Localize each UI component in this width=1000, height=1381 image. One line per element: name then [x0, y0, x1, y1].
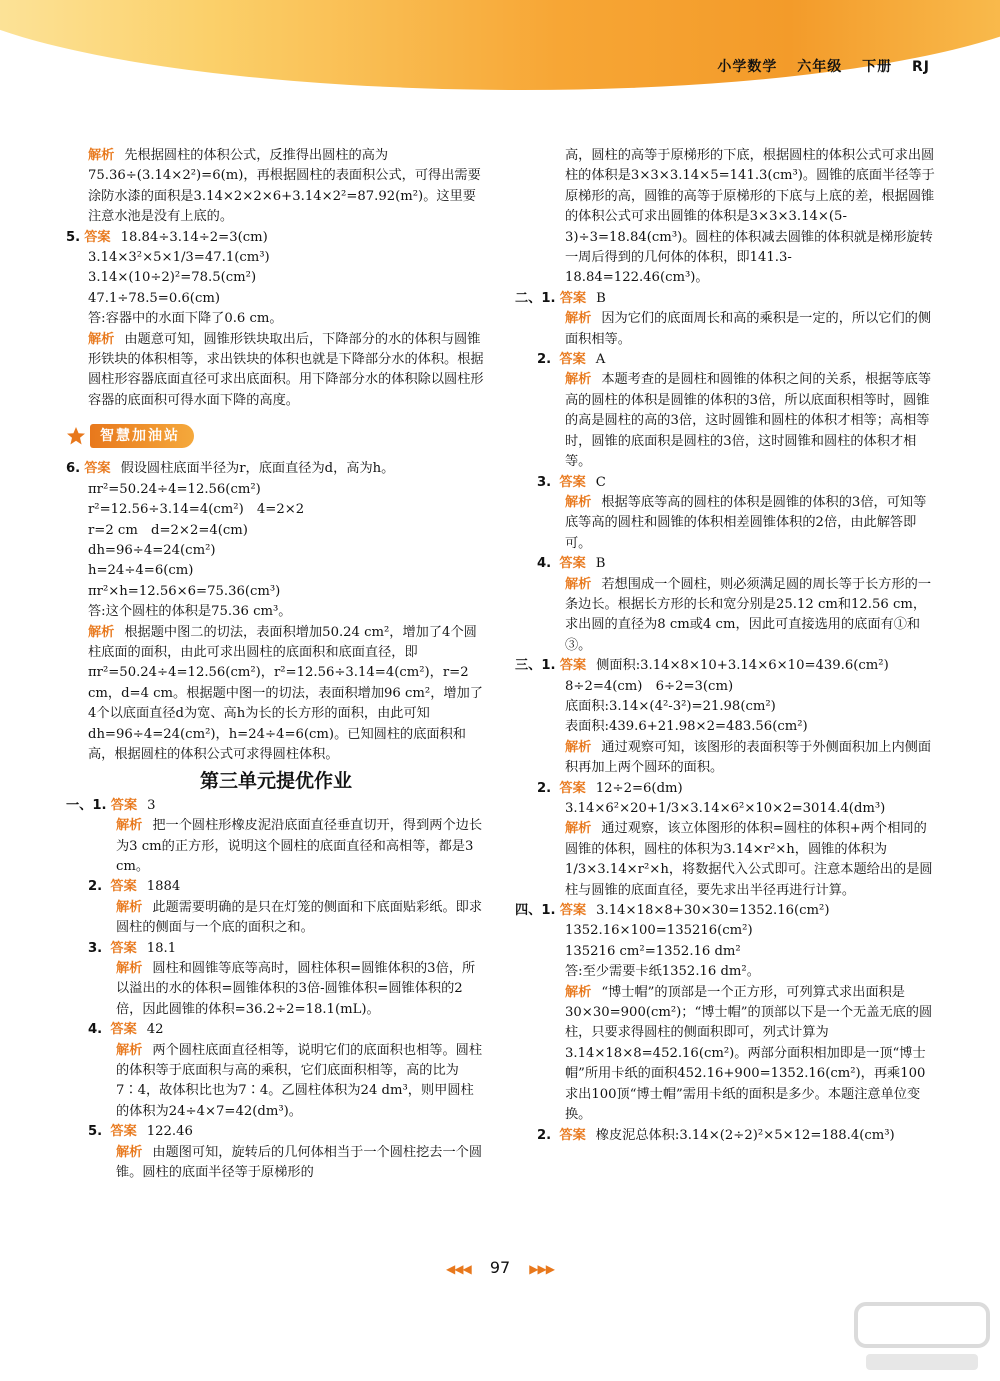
calc-line: πr²=50.24÷4=12.56(cm²)	[88, 481, 261, 497]
analysis-label: 解析	[565, 576, 592, 592]
analysis-block	[515, 819, 935, 901]
analysis-label: 解析	[565, 311, 592, 327]
calc-line: 8÷2=4(cm) 6÷2=3(cm)	[565, 678, 734, 694]
answer-text: 42	[146, 1022, 164, 1038]
answer-text: A	[595, 352, 606, 368]
section-number: 三、1.	[515, 658, 556, 674]
analysis-text: 两个圆柱底面直径相等，说明它们的底面积也相等。圆柱的体积等于底面积与高的乘积，它们底面积相等，高的比为7∶4，故体积比也为7∶4。乙圆柱体积为24 dm³，则甲圆柱的体积为24÷4×7=42(dm³)。	[116, 1042, 483, 1119]
page-header	[0, 0, 1000, 100]
answer-label: 答案	[84, 461, 111, 477]
answer-label: 答案	[559, 1127, 586, 1143]
analysis-block	[515, 493, 935, 554]
grade-label: 六年级	[797, 59, 843, 75]
section-number: 一、1.	[66, 797, 107, 813]
calc-line: r²=12.56÷3.14=4(cm²) 4=2×2	[88, 502, 305, 518]
calc-line: 1352.16×100=135216(cm²)	[565, 923, 753, 939]
answer-text: B	[595, 556, 606, 572]
s2-q3-answer	[515, 473, 935, 493]
answer-text: B	[596, 290, 606, 306]
question-number: 6.	[66, 461, 81, 477]
analysis-label: 解析	[88, 148, 115, 163]
subject-label: 小学数学	[717, 59, 778, 75]
calc-line: 底面积:3.14×(4²-3²)=21.98(cm²)	[565, 698, 776, 714]
analysis-block	[66, 330, 486, 412]
unit-title: 第三单元提优作业	[199, 770, 352, 793]
s1-q3-answer	[66, 939, 486, 959]
analysis-label: 解析	[116, 818, 143, 834]
question-number: 3.	[88, 940, 103, 956]
calc-line: πr²×h=12.56×6=75.36(cm³)	[88, 583, 281, 599]
term-label: 下册	[862, 59, 893, 75]
answer-text: 12÷2=6(dm)	[595, 780, 683, 796]
question-number: 5.	[88, 1124, 103, 1140]
analysis-text: 根据等底等高的圆柱的体积是圆锥的体积的3倍，可知等底等高的圆柱和圆锥的体积相差圆锥体积的2倍，由此解答即可。	[565, 494, 927, 551]
analysis-label: 解析	[565, 984, 592, 1000]
s1-q5-answer	[66, 1122, 486, 1142]
answer-label: 答案	[84, 229, 111, 245]
s3-q1-answer	[515, 656, 935, 676]
s2-q4-answer	[515, 554, 935, 574]
question-number: 5.	[66, 229, 81, 245]
question-number: 2.	[537, 352, 552, 368]
s4-q1-answer	[515, 901, 935, 921]
answer-label: 答案	[559, 474, 586, 490]
analysis-block	[66, 1041, 486, 1123]
left-column	[66, 146, 486, 1184]
answer-text: C	[595, 474, 606, 490]
answer-label: 答案	[110, 1022, 137, 1038]
analysis-label: 解析	[116, 1144, 143, 1160]
s1-q2-answer	[66, 877, 486, 897]
question-number: 2.	[537, 1127, 552, 1143]
analysis-text: 先根据圆柱的体积公式，反推得出圆柱的高为75.36÷(3.14×2²)=6(m)，再根据圆柱的表面积公式，可得出需要涂防水漆的面积是3.14×2×2×6+3.14×2²=87.92(m²)。这里要注意水池是没有上底的。	[88, 148, 481, 225]
calc-line: 3.14×6²×20+1/3×3.14×6²×10×2=3014.4(dm³)	[565, 801, 886, 816]
analysis-text: 若想围成一个圆柱，则必须满足圆的周长等于长方形的一条边长。根据长方形的长和宽分别是25.12 cm和12.56 cm，求出圆的直径为8 cm或4 cm，因此可直接选用的底面有①和③。	[565, 576, 932, 653]
s2-q2-answer	[515, 350, 935, 370]
answer-text: 假设圆柱底面半径为r，底面直径为d，高为h。	[120, 461, 395, 477]
analysis-label: 解析	[116, 961, 143, 977]
analysis-text: 由题意可知，圆锥形铁块取出后，下降部分的水的体积与圆锥形铁块的体积相等，求出铁块的体积也就是下降部分水的体积。根据圆柱形容器底面直径可求出底面积。用下降部分水的体积除以圆柱形容器的底面积可得水面下降的高度。	[88, 331, 484, 408]
analysis-label: 解析	[565, 739, 592, 755]
answer-text: 1884	[146, 879, 181, 895]
analysis-label: 解析	[565, 494, 592, 510]
s2-q1-answer	[515, 289, 935, 309]
answer-text: 122.46	[146, 1124, 193, 1140]
answer-text: 3.14×18×8+30×30=1352.16(cm²)	[596, 903, 830, 919]
right-column	[515, 146, 935, 1146]
calc-line: 答:这个圆柱的体积是75.36 cm³。	[88, 604, 292, 620]
analysis-block	[66, 898, 486, 939]
s4-q2-answer	[515, 1126, 935, 1146]
section-banner	[66, 423, 486, 449]
analysis-label: 解析	[88, 331, 115, 347]
analysis-text: 把一个圆柱形橡皮泥沿底面直径垂直切开，得到两个边长为3 cm的正方形，说明这个圆柱的底面直径和高相等，都是3 cm。	[116, 818, 483, 874]
answer-label: 答案	[110, 879, 137, 895]
calc-line: r=2 cm d=2×2=4(cm)	[88, 522, 248, 538]
answer-label: 答案	[110, 940, 137, 956]
analysis-block	[66, 146, 486, 228]
s3-q2-answer	[515, 779, 935, 799]
analysis-block	[515, 370, 935, 472]
section-number: 二、1.	[515, 290, 556, 306]
analysis-text: 通过观察，该立体图形的体积=圆柱的体积+两个相同的圆锥的体积，圆柱的体积为3.14×r²×h，圆锥的体积为1/3×3.14×r²×h，将数据代入公式即可。注意本题给出的是圆柱与圆锥的底面直径，要先求出半径再进行计算。	[565, 821, 933, 898]
page-footer	[0, 1258, 1000, 1277]
calc-line: 表面积:439.6+21.98×2=483.56(cm²)	[565, 719, 808, 735]
analysis-block	[66, 816, 486, 877]
answer-label: 答案	[559, 903, 587, 919]
analysis-text: 此题需要明确的是只在灯笼的侧面和下底面贴彩纸。即求圆柱的侧面与一个底的面积之和。	[116, 899, 483, 936]
analysis-label: 解析	[116, 1042, 143, 1058]
analysis-text: “博士帽”的顶部是一个正方形，可列算式求出面积是30×30=900(cm²)；“博士帽”的顶部以下是一个无盖无底的圆柱，只要求得圆柱的侧面积即可，列式计算为3.14×18×8=452.16(cm²)。两部分面积相加即是一顶“博士帽”所用卡纸的面积452.16+900=1352.16(cm²)，再乘100求出100顶“博士帽”需用卡纸的面积是多少。本题注意单位变换。	[565, 984, 933, 1123]
section-number: 四、1.	[515, 903, 556, 919]
analysis-text: 由题图可知，旋转后的几何体相当于一个圆柱挖去一个圆锥。圆柱的底面半径等于原梯形的	[116, 1144, 483, 1181]
answer-label: 答案	[110, 1124, 137, 1140]
answer-text: 3	[147, 797, 156, 813]
analysis-block	[515, 575, 935, 657]
answer-text: 侧面积:3.14×8×10+3.14×6×10=439.6(cm²)	[596, 658, 889, 674]
answer-label: 答案	[559, 290, 587, 306]
calc-line: 答:容器中的水面下降了0.6 cm。	[88, 311, 283, 327]
answer-text: 18.84÷3.14÷2=3(cm)	[120, 229, 268, 245]
s1-q1-answer	[66, 796, 486, 816]
answer-text: 橡皮泥总体积:3.14×(2÷2)²×5×12=188.4(cm³)	[595, 1127, 895, 1143]
analysis-label: 解析	[88, 624, 115, 640]
analysis-block	[66, 1143, 486, 1184]
calc-line: dh=96÷4=24(cm²)	[88, 542, 216, 558]
answer-label: 答案	[559, 780, 586, 796]
watermark-logo-icon	[852, 1300, 992, 1376]
s1-q4-answer	[66, 1020, 486, 1040]
answer-label: 答案	[559, 658, 587, 674]
answer-label: 答案	[559, 556, 586, 572]
analysis-text: 通过观察可知，该图形的表面积等于外侧面积加上内侧面积再加上两个圆环的面积。	[565, 739, 932, 776]
banner-title: 智慧加油站	[90, 424, 194, 448]
question-number: 4.	[537, 556, 552, 572]
page-number: 97	[489, 1258, 511, 1277]
edition-label: RJ	[912, 59, 930, 75]
analysis-block	[515, 738, 935, 779]
analysis-text: 根据题中图二的切法，表面积增加50.24 cm²，增加了4个圆柱底面的面积，由此可求出圆柱的底面积和底面直径，即πr²=50.24÷4=12.56(cm²)，r²=12.56÷3.14=4(cm²)，r=2 cm，d=4 cm。根据题中图一的切法，表面积增加96 cm²，增加了4个以底面直径d为宽、高h为长的长方形的面积，由此可知dh=96÷4=24(cm²)，h=24÷4=6(cm)。已知圆柱的底面积和高，根据圆柱的体积公式可求得圆柱体积。	[88, 624, 483, 762]
calc-line: h=24÷4=6(cm)	[88, 563, 194, 579]
answer-label: 答案	[110, 797, 138, 813]
question-number: 2.	[537, 780, 552, 796]
analysis-text: 因为它们的底面周长和高的乘积是一定的，所以它们的侧面积相等。	[565, 311, 932, 347]
analysis-block	[515, 309, 935, 350]
analysis-label: 解析	[565, 372, 592, 388]
left-arrows-icon: ◀◀◀	[446, 1262, 471, 1276]
analysis-text: 圆柱和圆锥等底等高时，圆柱体积=圆锥体积的3倍，所以溢出的水的体积=圆锥体积的3倍-圆锥体积=圆锥体积的2倍，因此圆锥的体积=36.2÷2=18.1(mL)。	[116, 961, 476, 1017]
question-number: 4.	[88, 1022, 103, 1038]
q6-answer	[66, 459, 486, 479]
right-arrows-icon: ▶▶▶	[529, 1262, 554, 1276]
analysis-block	[66, 959, 486, 1020]
star-icon	[66, 426, 86, 446]
header-wave-background	[0, 0, 1000, 90]
calc-line: 3.14×3²×5×1/3=47.1(cm³)	[88, 250, 270, 266]
analysis-continued: 高，圆柱的高等于原梯形的下底，根据圆柱的体积公式可求出圆柱的体积是3×3×3.14×5=141.3(cm³)。圆锥的底面半径等于原梯形的高，圆锥的高等于原梯形的下底与上底的差，根据圆锥的体积公式可求出圆锥的体积是3×3×3.14×(5-3)÷3=18.84(cm³)。圆柱的体积减去圆锥的体积就是梯形旋转一周后得到的几何体的体积，即141.3-18.84=122.46(cm³)。	[565, 148, 935, 286]
calc-line: 3.14×(10÷2)²=78.5(cm²)	[88, 270, 257, 286]
calc-line: 47.1÷78.5=0.6(cm)	[88, 290, 220, 306]
analysis-block	[66, 623, 486, 766]
q5-answer	[66, 228, 486, 248]
question-number: 2.	[88, 879, 103, 895]
answer-text: 18.1	[146, 940, 177, 956]
analysis-label: 解析	[565, 821, 592, 837]
book-title	[703, 56, 930, 76]
analysis-label: 解析	[116, 899, 143, 915]
calc-line: 答:至少需要卡纸1352.16 dm²。	[565, 964, 760, 980]
analysis-text: 本题考查的是圆柱和圆锥的体积之间的关系，根据等底等高的圆柱的体积是圆锥的体积的3倍，所以底面积相等时，圆锥的高是圆柱的高的3倍，这时圆锥和圆柱的体积才相等；高相等时，圆锥的底面积是圆柱的3倍，这时圆锥和圆柱的体积才相等。	[565, 372, 932, 470]
answer-label: 答案	[559, 352, 586, 368]
analysis-block	[515, 983, 935, 1126]
question-number: 3.	[537, 474, 552, 490]
calc-line: 135216 cm²=1352.16 dm²	[565, 943, 741, 959]
